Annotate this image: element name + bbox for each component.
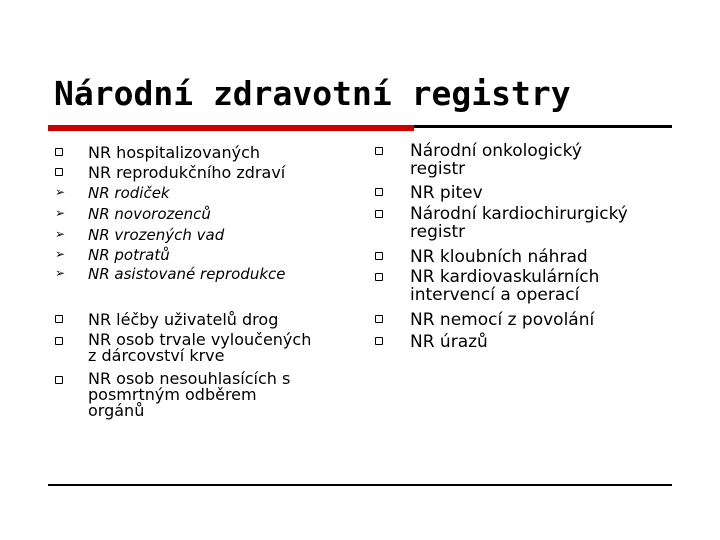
list-item <box>55 310 278 329</box>
sub-list-item <box>55 247 170 264</box>
square-bullet-icon <box>375 273 383 281</box>
list-item-label: NR kloubních náhrad <box>410 247 588 267</box>
list-item-label: NR nemocí z povolání <box>410 310 595 330</box>
square-bullet-icon <box>375 147 383 155</box>
square-bullet-icon <box>375 252 383 260</box>
arrow-bullet-icon: ➢ <box>55 266 66 280</box>
square-bullet-icon <box>55 168 63 176</box>
list-item <box>55 163 285 182</box>
list-item <box>375 183 483 203</box>
square-bullet-icon <box>375 188 383 196</box>
list-item <box>375 332 488 352</box>
sub-list-item <box>55 266 285 283</box>
list-item-label: NR osob trvale vyloučených z dárcovství krve <box>88 330 312 365</box>
slide-title: Národní zdravotní registry <box>54 74 571 113</box>
list-item-label: NR osob nesouhlasících s posmrtným odběrem orgánů <box>88 369 291 420</box>
sub-list-item-label: NR potratů <box>88 246 170 264</box>
list-item <box>375 205 628 241</box>
square-bullet-icon <box>375 315 383 323</box>
list-item <box>55 143 260 162</box>
arrow-bullet-icon: ➢ <box>55 206 66 220</box>
list-item <box>55 332 311 364</box>
sub-list-item-label: NR vrozených vad <box>88 226 225 244</box>
square-bullet-icon <box>55 376 63 384</box>
sub-list-item-label: NR asistované reprodukce <box>88 265 286 283</box>
list-item-label: Národní onkologický registr <box>410 141 582 179</box>
sub-list-item <box>55 206 211 223</box>
sub-list-item-label: NR rodiček <box>88 184 170 202</box>
square-bullet-icon <box>375 210 383 218</box>
list-item-label: Národní kardiochirurgický registr <box>410 204 628 242</box>
square-bullet-icon <box>375 337 383 345</box>
title-accent-bar <box>48 125 414 131</box>
square-bullet-icon <box>55 337 63 345</box>
arrow-bullet-icon: ➢ <box>55 185 66 199</box>
list-item <box>375 247 588 267</box>
list-item-label: NR úrazů <box>410 332 488 352</box>
list-item <box>375 268 599 304</box>
square-bullet-icon <box>55 315 63 323</box>
square-bullet-icon <box>55 148 63 156</box>
list-item-label: NR pitev <box>410 183 483 203</box>
sub-list-item <box>55 185 170 202</box>
list-item-label: NR reprodukčního zdraví <box>88 163 286 182</box>
list-item <box>375 310 594 330</box>
arrow-bullet-icon: ➢ <box>55 247 66 261</box>
list-item-label: NR kardiovaskulárních intervencí a operací <box>410 267 600 305</box>
footer-divider <box>48 484 672 486</box>
list-item <box>375 142 582 178</box>
sub-list-item-label: NR novorozenců <box>88 205 211 223</box>
list-item <box>55 371 290 419</box>
arrow-bullet-icon: ➢ <box>55 227 66 241</box>
list-item-label: NR hospitalizovaných <box>88 143 261 162</box>
sub-list-item <box>55 227 224 244</box>
list-item-label: NR léčby uživatelů drog <box>88 310 279 329</box>
